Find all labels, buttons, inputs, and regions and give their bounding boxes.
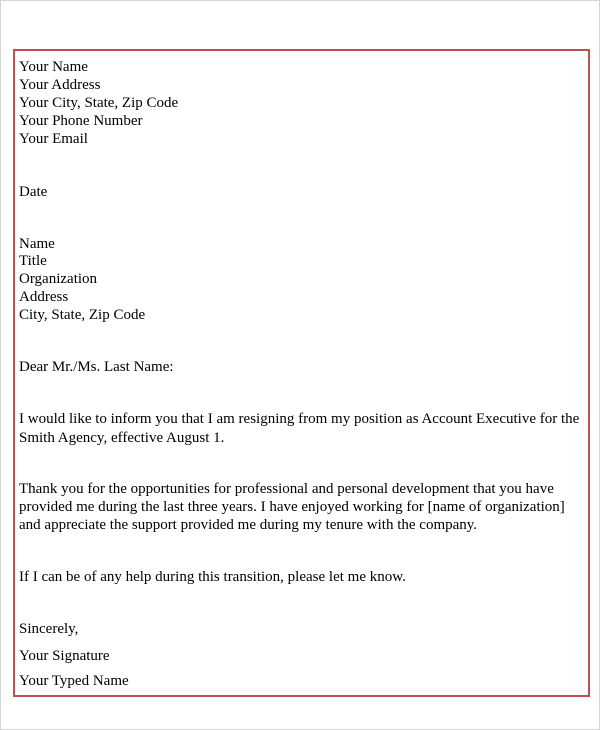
- recipient-name: Name: [19, 236, 55, 252]
- body-paragraph1-line: I would like to inform you that I am resigning from my position as Account Executive for the: [19, 411, 580, 427]
- valediction: Sincerely,: [19, 621, 79, 637]
- recipient-city-state-zip: City, State, Zip Code: [19, 307, 146, 323]
- recipient-organization: Organization: [19, 271, 98, 287]
- sender-name: Your Name: [19, 59, 88, 75]
- body-paragraph1-line: Smith Agency, effective August 1.: [19, 430, 225, 446]
- body-paragraph3-line: If I can be of any help during this transition, please let me know.: [19, 569, 406, 585]
- recipient-title: Title: [19, 253, 47, 269]
- sender-address: Your Address: [19, 77, 101, 93]
- salutation: Dear Mr./Ms. Last Name:: [19, 359, 174, 375]
- sender-email: Your Email: [19, 131, 88, 147]
- recipient-address: Address: [19, 289, 69, 305]
- body-paragraph2-line: and appreciate the support provided me during my tenure with the company.: [19, 517, 478, 533]
- typed-name: Your Typed Name: [19, 673, 129, 689]
- body-paragraph2-line: provided me during the last three years. I have enjoyed working for [name of organization]: [19, 499, 565, 515]
- signature: Your Signature: [19, 648, 110, 664]
- body-paragraph2-line: Thank you for the opportunities for professional and personal development that you have: [19, 481, 554, 497]
- letter-date: Date: [19, 184, 48, 200]
- sender-phone: Your Phone Number: [19, 113, 143, 129]
- sender-city-state-zip: Your City, State, Zip Code: [19, 95, 179, 111]
